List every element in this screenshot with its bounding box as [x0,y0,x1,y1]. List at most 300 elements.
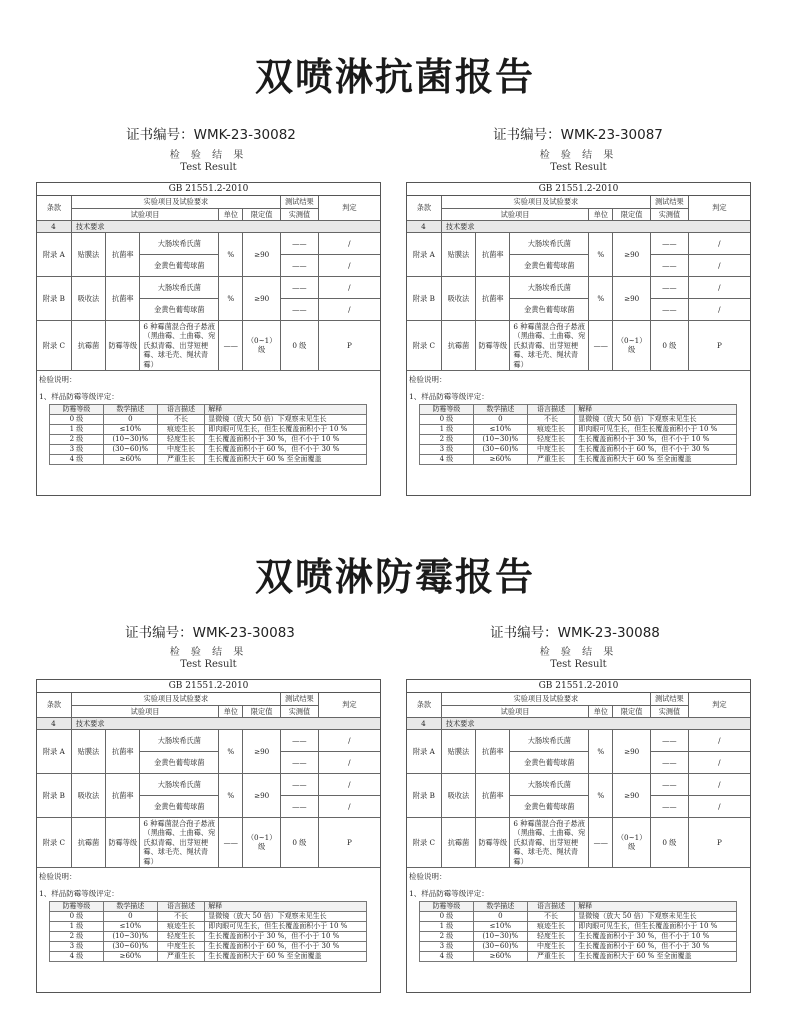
mold-description: 6 种霉菌混合孢子悬液（黑曲霉、土曲霉、宛氏拟青霉、出芽短梗霉、球毛壳、绳状青霉） [510,817,589,868]
grade-cell: 严重生长 [527,952,575,962]
notes-item-1: 1、样品防霉等级评定： [409,392,489,401]
notes-item-1: 1、样品防霉等级评定： [409,889,489,898]
judgement-cell: / [318,729,380,751]
grade-row [420,445,737,455]
limit-cell: ≥90 [243,729,281,773]
grade-cell: 4 级 [420,952,474,962]
grade-cell: 2 级 [420,435,474,445]
grade-cell: ≥60% [473,455,527,465]
grade-cell: 0 级 [420,912,474,922]
notes-item-1: 1、样品防霉等级评定： [39,392,119,401]
bacteria-name: 大肠埃希氏菌 [510,276,589,298]
grade-row [420,415,737,425]
bacteria-name: 大肠埃希氏菌 [510,729,589,751]
section-number: 4 [407,220,441,232]
measured-cell: —— [651,751,689,773]
grade-header-cell: 语言描述 [157,902,205,912]
measured-cell: 0 级 [651,320,689,371]
method-cell: 抗霉菌 [441,817,475,868]
item-cell: 抗菌率 [476,276,510,320]
grade-cell: 严重生长 [527,455,575,465]
bacteria-name: 金黄色葡萄球菌 [140,751,219,773]
measured-header: 实测值 [651,208,689,220]
unit-cell: % [589,276,613,320]
notes-title: 检验说明： [409,872,447,881]
grade-cell: (10~30)% [473,435,527,445]
grade-header-cell: 数学描述 [473,902,527,912]
measured-cell: —— [651,729,689,751]
table-row [407,729,750,751]
grade-cell: 不长 [157,415,205,425]
bacteria-name: 金黄色葡萄球菌 [510,298,589,320]
notes-title: 检验说明： [39,375,77,384]
grade-cell: 生长覆盖面积小于 30 %，但不小于 10 % [575,932,737,942]
grade-cell: 显微镜（放大 50 倍）下观察未见生长 [575,912,737,922]
clause-cell: 附录 B [37,276,71,320]
method-cell: 贴膜法 [71,232,105,276]
clause-cell: 附录 C [37,817,71,868]
grade-cell: 即肉眼可见生长，但生长覆盖面积小于 10 % [205,922,367,932]
grade-header-row [50,902,367,912]
measured-cell: —— [651,773,689,795]
unit-cell: % [589,232,613,276]
test-result-table [407,196,750,371]
limit-cell: ≥90 [243,232,281,276]
grade-cell: (30~60)% [473,445,527,455]
method-cell: 抗霉菌 [71,320,105,371]
section-label: 技术要求 [441,220,750,232]
grade-cell: 生长覆盖面积大于 60 % 至全面覆盖 [575,952,737,962]
item-cell: 抗菌率 [106,232,140,276]
grade-cell: 2 级 [50,932,104,942]
clause-cell: 附录 A [407,232,441,276]
report-antibacterial-1 [36,182,381,496]
judgement-cell: / [688,232,750,254]
grade-header-cell: 数学描述 [103,405,157,415]
report-antimold-2 [406,679,751,993]
section-label: 技术要求 [441,717,750,729]
grade-cell: 显微镜（放大 50 倍）下观察未见生长 [205,415,367,425]
grade-row [50,425,367,435]
limit-header: 限定值 [613,705,651,717]
notes-item-1: 1、样品防霉等级评定： [39,889,119,898]
grade-cell: 痕迹生长 [527,425,575,435]
judgement-header: 判定 [688,196,750,220]
judgement-cell: / [318,254,380,276]
bacteria-name: 金黄色葡萄球菌 [510,254,589,276]
grade-cell: (30~60)% [103,445,157,455]
test-notes [407,371,750,465]
unit-cell: % [219,276,243,320]
certificate-number: 证书编号：WMK-23-30088 [490,625,660,641]
grade-cell: 中度生长 [157,942,205,952]
measured-header: 实测值 [281,208,319,220]
mold-grade-table [419,404,737,465]
grade-cell: 痕迹生长 [157,922,205,932]
judgement-cell: P [318,320,380,371]
grade-row [50,912,367,922]
limit-cell: （0~1）级 [613,320,651,371]
bacteria-name: 大肠埃希氏菌 [510,232,589,254]
limit-cell: ≥90 [243,773,281,817]
judgement-cell: / [688,276,750,298]
grade-header-cell: 防霉等级 [50,902,104,912]
bacteria-name: 金黄色葡萄球菌 [140,795,219,817]
grade-header-cell: 防霉等级 [420,902,474,912]
grade-row [420,435,737,445]
clause-cell: 附录 B [407,276,441,320]
clause-cell: 附录 A [37,729,71,773]
grade-cell: 3 级 [420,942,474,952]
unit-cell: % [219,773,243,817]
table-header-row [37,196,380,208]
section-row [407,717,750,729]
judgement-cell: / [688,751,750,773]
measured-cell: —— [281,254,319,276]
table-row [407,276,750,298]
test-item-header: 试验项目 [71,208,218,220]
grade-cell: 0 级 [420,415,474,425]
judgement-cell: / [318,276,380,298]
grade-cell: 1 级 [50,425,104,435]
table-header-row [37,693,380,705]
table-row [37,232,380,254]
judgement-cell: P [688,817,750,868]
grade-cell: 生长覆盖面积大于 60 % 至全面覆盖 [205,952,367,962]
unit-cell: —— [219,320,243,371]
table-row [37,773,380,795]
method-cell: 抗霉菌 [71,817,105,868]
grade-cell: 轻度生长 [527,932,575,942]
grade-cell: (10~30)% [103,932,157,942]
mold-grade-table [49,404,367,465]
unit-cell: —— [219,817,243,868]
bacteria-name: 大肠埃希氏菌 [140,773,219,795]
judgement-cell: / [318,232,380,254]
measured-header: 实测值 [281,705,319,717]
judgement-cell: / [688,773,750,795]
mold-description: 6 种霉菌混合孢子悬液（黑曲霉、土曲霉、宛氏拟青霉、出芽短梗霉、球毛壳、绳状青霉） [140,817,219,868]
grade-cell: 生长覆盖面积大于 60 % 至全面覆盖 [205,455,367,465]
standard-code: GB 21551.2-2010 [37,183,380,196]
table-header-row [407,693,750,705]
grade-cell: 显微镜（放大 50 倍）下观察未见生长 [575,415,737,425]
section-label: 技术要求 [71,220,380,232]
measured-cell: 0 级 [651,817,689,868]
grade-cell: 生长覆盖面积小于 30 %，但不小于 10 % [575,435,737,445]
grade-row [50,952,367,962]
measured-cell: —— [651,254,689,276]
result-title: 检 验 结 果 Test Result [539,647,618,670]
section-row [37,717,380,729]
clause-cell: 附录 A [407,729,441,773]
limit-cell: ≥90 [613,729,651,773]
judgement-cell: / [688,298,750,320]
result-title: 检 验 结 果 Test Result [169,150,248,173]
measured-cell: —— [281,751,319,773]
grade-header-cell: 解释 [575,902,737,912]
bacteria-name: 金黄色葡萄球菌 [140,254,219,276]
test-result-header: 测试结果 [281,693,319,705]
grade-cell: 严重生长 [157,455,205,465]
grade-cell: 0 级 [50,415,104,425]
clause-cell: 附录 C [37,320,71,371]
items-requirements-header: 实验项目及试验要求 [71,196,280,208]
grade-row [50,942,367,952]
item-cell: 防霉等级 [476,817,510,868]
grade-cell: ≤10% [473,922,527,932]
bacteria-name: 金黄色葡萄球菌 [140,298,219,320]
judgement-cell: / [318,298,380,320]
grade-row [420,952,737,962]
measured-cell: 0 级 [281,817,319,868]
grade-row [50,415,367,425]
unit-cell: % [219,729,243,773]
grade-cell: 显微镜（放大 50 倍）下观察未见生长 [205,912,367,922]
judgement-header: 判定 [688,693,750,717]
grade-cell: ≤10% [103,425,157,435]
grade-row [420,922,737,932]
grade-cell: 不长 [157,912,205,922]
antimold-report-heading: 双喷淋防霉报告 [254,555,535,599]
grade-cell: 痕迹生长 [527,922,575,932]
grade-cell: ≤10% [103,922,157,932]
grade-header-cell: 解释 [575,405,737,415]
grade-cell: 不长 [527,912,575,922]
grade-row [50,455,367,465]
table-header-row [407,196,750,208]
grade-row [50,445,367,455]
judgement-cell: P [318,817,380,868]
measured-cell: —— [281,232,319,254]
grade-cell: 0 [103,415,157,425]
grade-cell: 3 级 [50,942,104,952]
grade-cell: 4 级 [50,952,104,962]
grade-cell: 痕迹生长 [157,425,205,435]
unit-header: 单位 [589,208,613,220]
judgement-cell: / [318,751,380,773]
limit-cell: （0~1）级 [613,817,651,868]
test-result-header: 测试结果 [651,196,689,208]
test-notes [407,868,750,962]
judgement-header: 判定 [318,196,380,220]
measured-cell: —— [651,298,689,320]
method-cell: 吸收法 [441,276,475,320]
judgement-cell: P [688,320,750,371]
grade-cell: 2 级 [50,435,104,445]
report-antimold-1 [36,679,381,993]
section-row [407,220,750,232]
grade-cell: 即肉眼可见生长，但生长覆盖面积小于 10 % [205,425,367,435]
limit-cell: （0~1）级 [243,817,281,868]
method-cell: 吸收法 [71,773,105,817]
grade-cell: 生长覆盖面积小于 30 %，但不小于 10 % [205,435,367,445]
grade-header-cell: 防霉等级 [50,405,104,415]
limit-cell: （0~1）级 [243,320,281,371]
grade-cell: 4 级 [50,455,104,465]
standard-code: GB 21551.2-2010 [37,680,380,693]
section-number: 4 [37,717,71,729]
item-cell: 抗菌率 [476,729,510,773]
items-requirements-header: 实验项目及试验要求 [71,693,280,705]
grade-header-row [420,405,737,415]
unit-cell: % [219,232,243,276]
item-cell: 防霉等级 [476,320,510,371]
test-result-table [37,693,380,868]
grade-row [50,932,367,942]
test-result-table [37,196,380,371]
item-cell: 防霉等级 [106,320,140,371]
grade-row [50,435,367,445]
grade-cell: 1 级 [50,922,104,932]
grade-cell: 严重生长 [157,952,205,962]
limit-cell: ≥90 [613,276,651,320]
measured-cell: —— [651,276,689,298]
item-cell: 抗菌率 [106,276,140,320]
measured-cell: —— [281,298,319,320]
grade-header-row [420,902,737,912]
unit-header: 单位 [219,208,243,220]
grade-cell: 中度生长 [527,445,575,455]
grade-cell: 0 [103,912,157,922]
measured-header: 实测值 [651,705,689,717]
test-result-table [407,693,750,868]
limit-cell: ≥90 [613,232,651,276]
grade-cell: 轻度生长 [157,932,205,942]
grade-cell: 4 级 [420,455,474,465]
limit-cell: ≥90 [243,276,281,320]
clause-cell: 附录 B [37,773,71,817]
bacteria-name: 大肠埃希氏菌 [510,773,589,795]
grade-cell: 轻度生长 [157,435,205,445]
measured-cell: 0 级 [281,320,319,371]
grade-cell: (30~60)% [473,942,527,952]
grade-cell: (30~60)% [103,942,157,952]
grade-header-cell: 数学描述 [473,405,527,415]
standard-code: GB 21551.2-2010 [407,183,750,196]
clause-cell: 附录 C [407,320,441,371]
clause-header: 条款 [37,196,71,220]
report-antibacterial-2 [406,182,751,496]
mold-description: 6 种霉菌混合孢子悬液（黑曲霉、土曲霉、宛氏拟青霉、出芽短梗霉、球毛壳、绳状青霉） [140,320,219,371]
result-title: 检 验 结 果 Test Result [169,647,248,670]
limit-header: 限定值 [243,705,281,717]
grade-row [420,455,737,465]
measured-cell: —— [651,795,689,817]
test-item-header: 试验项目 [441,208,588,220]
certificate-number: 证书编号：WMK-23-30082 [126,127,296,143]
table-row-mold [407,320,750,371]
clause-cell: 附录 B [407,773,441,817]
grade-cell: ≤10% [473,425,527,435]
test-item-header: 试验项目 [71,705,218,717]
method-cell: 贴膜法 [71,729,105,773]
table-row [407,773,750,795]
certificate-number: 证书编号：WMK-23-30083 [125,625,295,641]
grade-row [50,922,367,932]
unit-header: 单位 [589,705,613,717]
grade-row [420,912,737,922]
grade-cell: 1 级 [420,425,474,435]
mold-grade-table [419,901,737,962]
judgement-cell: / [688,795,750,817]
items-requirements-header: 实验项目及试验要求 [441,693,650,705]
table-row [37,276,380,298]
measured-cell: —— [281,276,319,298]
grade-header-cell: 解释 [205,902,367,912]
grade-cell: 生长覆盖面积小于 60 %，但不小于 30 % [575,942,737,952]
standard-code: GB 21551.2-2010 [407,680,750,693]
grade-header-cell: 防霉等级 [420,405,474,415]
result-title: 检 验 结 果 Test Result [539,150,618,173]
notes-title: 检验说明： [409,375,447,384]
unit-cell: % [589,773,613,817]
section-number: 4 [407,717,441,729]
grade-header-cell: 解释 [205,405,367,415]
grade-cell: 中度生长 [527,942,575,952]
clause-header: 条款 [37,693,71,717]
unit-header: 单位 [219,705,243,717]
notes-title: 检验说明： [39,872,77,881]
grade-cell: 生长覆盖面积大于 60 % 至全面覆盖 [575,455,737,465]
method-cell: 贴膜法 [441,232,475,276]
clause-header: 条款 [407,693,441,717]
bacteria-name: 金黄色葡萄球菌 [510,751,589,773]
limit-header: 限定值 [243,208,281,220]
certificate-number: 证书编号：WMK-23-30087 [493,127,663,143]
item-cell: 抗菌率 [476,773,510,817]
item-cell: 抗菌率 [106,729,140,773]
grade-cell: 0 [473,415,527,425]
table-row [407,232,750,254]
bacteria-name: 大肠埃希氏菌 [140,729,219,751]
measured-cell: —— [651,232,689,254]
grade-cell: 即肉眼可见生长，但生长覆盖面积小于 10 % [575,922,737,932]
grade-header-cell: 数学描述 [103,902,157,912]
limit-cell: ≥90 [613,773,651,817]
table-row-mold [37,817,380,868]
test-notes [37,868,380,962]
grade-cell: 不长 [527,415,575,425]
grade-cell: ≥60% [103,455,157,465]
grade-cell: 生长覆盖面积小于 30 %，但不小于 10 % [205,932,367,942]
grade-cell: 0 [473,912,527,922]
clause-cell: 附录 A [37,232,71,276]
test-notes [37,371,380,465]
grade-cell: 0 级 [50,912,104,922]
items-requirements-header: 实验项目及试验要求 [441,196,650,208]
test-result-header: 测试结果 [651,693,689,705]
test-item-header: 试验项目 [441,705,588,717]
unit-cell: % [589,729,613,773]
antibacterial-report-heading: 双喷淋抗菌报告 [254,55,535,99]
grade-row [420,425,737,435]
grade-cell: 3 级 [50,445,104,455]
grade-row [420,932,737,942]
grade-cell: 生长覆盖面积小于 60 %，但不小于 30 % [575,445,737,455]
judgement-cell: / [688,729,750,751]
grade-cell: 中度生长 [157,445,205,455]
section-row [37,220,380,232]
mold-grade-table [49,901,367,962]
grade-cell: 2 级 [420,932,474,942]
grade-cell: ≥60% [103,952,157,962]
table-row-mold [37,320,380,371]
grade-header-cell: 语言描述 [527,902,575,912]
table-row [37,729,380,751]
bacteria-name: 大肠埃希氏菌 [140,232,219,254]
unit-cell: —— [589,817,613,868]
